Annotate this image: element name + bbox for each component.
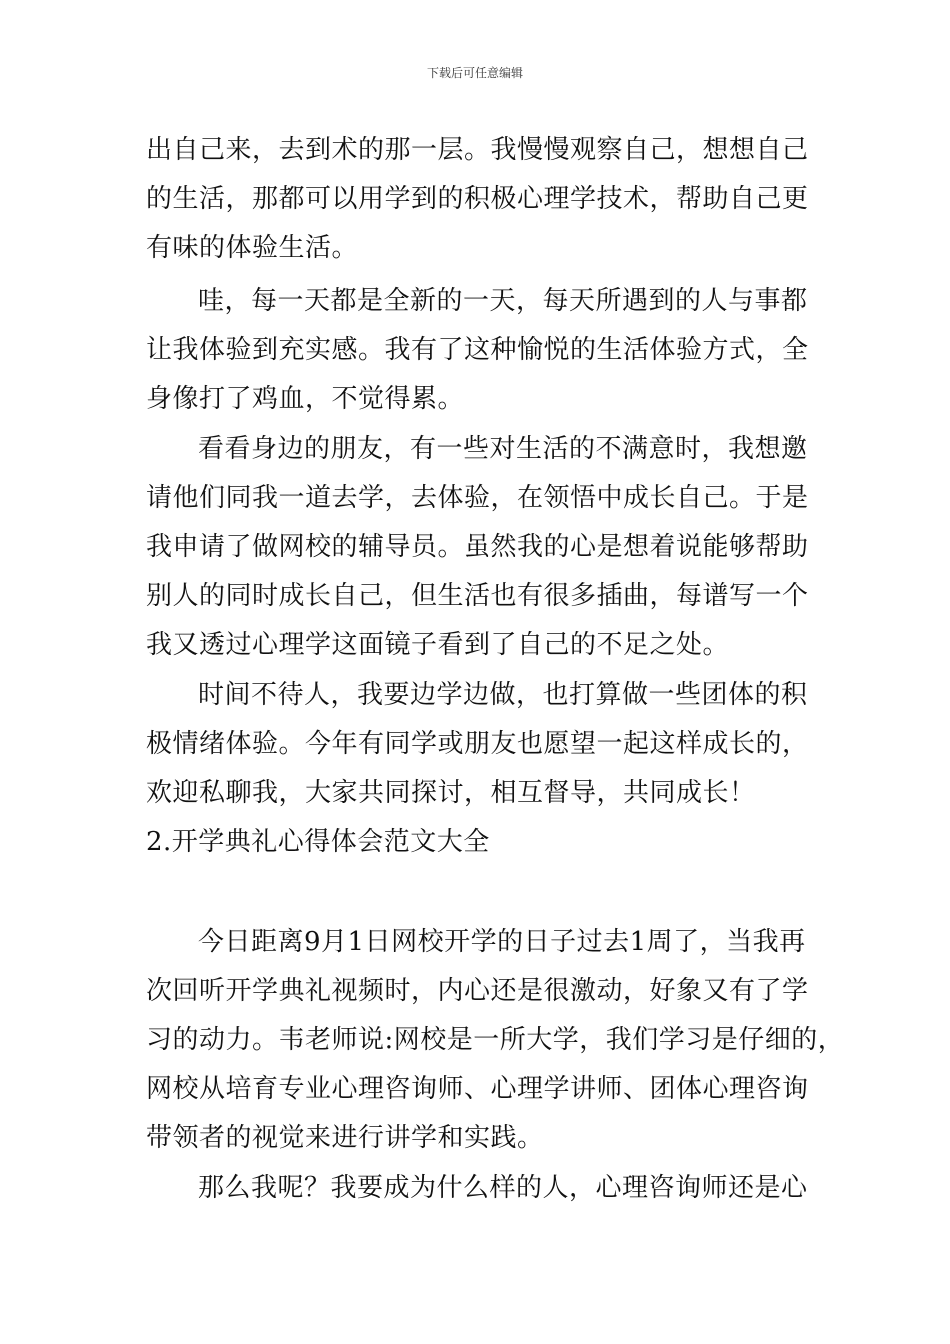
text-line: 的生活，那都可以用学到的积极心理学技术，帮助自己更 (146, 184, 809, 214)
text-line: 今日距离9月1日网校开学的日子过去1周了，当我再 (198, 927, 806, 957)
text-line: 那么我呢？我要成为什么样的人，心理咨询师还是心 (198, 1173, 808, 1203)
text-line: 别人的同时成长自己，但生活也有很多插曲，每谱写一个 (146, 581, 809, 611)
text-line: 次回听开学典礼视频时，内心还是很激动，好象又有了学 (146, 976, 809, 1006)
text-line: 让我体验到充实感。我有了这种愉悦的生活体验方式，全 (146, 335, 809, 365)
text-line: 请他们同我一道去学，去体验，在领悟中成长自己。于是 (146, 483, 809, 513)
text-line: 习的动力。韦老师说:网校是一所大学，我们学习是仔细的， (146, 1025, 845, 1055)
text-line: 网校从培育专业心理咨询师、心理学讲师、团体心理咨询 (146, 1074, 809, 1104)
text-line: 欢迎私聊我，大家共同探讨，相互督导，共同成长！ (146, 778, 756, 808)
text-line: 极情绪体验。今年有同学或朋友也愿望一起这样成长的， (146, 729, 809, 759)
text-line: 带领者的视觉来进行讲学和实践。 (146, 1123, 544, 1153)
text-line: 看看身边的朋友，有一些对生活的不满意时，我想邀 (198, 434, 808, 464)
text-line: 我申请了做网校的辅导员。虽然我的心是想着说能够帮助 (146, 532, 809, 562)
text-line: 身像打了鸡血，不觉得累。 (146, 384, 465, 414)
section-heading: 2.开学典礼心得体会范文大全 (146, 827, 490, 857)
text-line: 出自己来，去到术的那一层。我慢慢观察自己，想想自己 (146, 135, 809, 165)
text-line: 有味的体验生活。 (146, 233, 359, 263)
text-line: 我又透过心理学这面镜子看到了自己的不足之处。 (146, 630, 730, 660)
page-header: 下载后可任意编辑 (426, 66, 523, 80)
text-line: 哇，每一天都是全新的一天，每天所遇到的人与事都 (198, 286, 808, 316)
text-line: 时间不待人，我要边学边做，也打算做一些团体的积 (198, 680, 808, 710)
